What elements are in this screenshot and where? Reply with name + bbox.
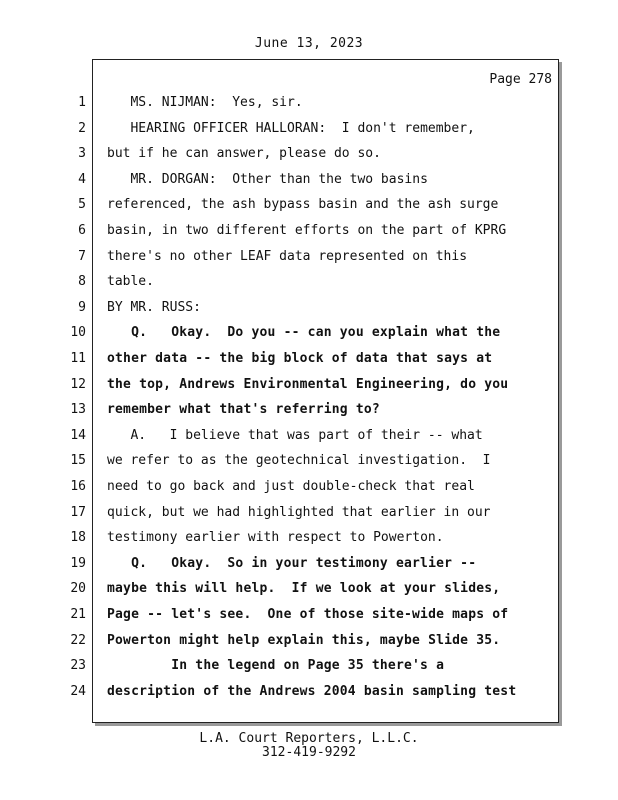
transcript-line bbox=[0, 653, 600, 678]
line-number: 8 bbox=[78, 274, 86, 290]
line-text: there's no other LEAF data represented on this bbox=[107, 248, 468, 264]
line-text: description of the Andrews 2004 basin sampling test bbox=[107, 683, 517, 699]
line-text: MS. NIJMAN: Yes, sir. bbox=[107, 95, 303, 110]
line-number: 13 bbox=[70, 402, 86, 418]
line-number: 10 bbox=[70, 325, 86, 341]
line-text: basin, in two different efforts on the part of KPRG bbox=[107, 223, 507, 238]
line-text: table. bbox=[107, 274, 154, 290]
transcript-line bbox=[0, 551, 600, 576]
line-text: In the legend on Page 35 there's a bbox=[107, 658, 445, 674]
transcript-line bbox=[0, 218, 600, 243]
line-number: 20 bbox=[70, 581, 86, 597]
transcript-line bbox=[0, 141, 600, 166]
line-text: BY MR. RUSS: bbox=[107, 299, 201, 315]
line-text: HEARING OFFICER HALLORAN: I don't remember, bbox=[107, 120, 475, 136]
transcript-line bbox=[0, 346, 600, 371]
transcript-date: June 13, 2023 bbox=[254, 36, 364, 51]
line-number: 4 bbox=[78, 171, 86, 187]
transcript-line bbox=[0, 397, 600, 422]
line-text: Q. Okay. So in your testimony earlier -- bbox=[107, 555, 477, 571]
line-text: MR. DORGAN: Other than the two basins bbox=[107, 171, 428, 187]
line-text: testimony earlier with respect to Powerton. bbox=[107, 530, 444, 546]
line-text: other data -- the big block of data that says at bbox=[107, 351, 493, 366]
line-number: 24 bbox=[70, 683, 86, 699]
line-number: 9 bbox=[78, 299, 86, 315]
line-text: but if he can answer, please do so. bbox=[107, 146, 381, 162]
line-text: need to go back and just double-check that real bbox=[107, 479, 475, 494]
transcript-line bbox=[0, 500, 600, 525]
line-text: we refer to as the geotechnical investigation. I bbox=[107, 453, 491, 469]
transcript-line bbox=[0, 423, 600, 448]
reporter-company: L.A. Court Reporters, L.L.C. bbox=[199, 731, 419, 746]
line-text: quick, but we had highlighted that earlier in our bbox=[107, 504, 491, 520]
transcript-line bbox=[0, 295, 600, 320]
transcript-line bbox=[0, 602, 600, 627]
line-text: Q. Okay. Do you -- can you explain what the bbox=[107, 325, 501, 341]
transcript-line bbox=[0, 679, 600, 704]
line-number: 22 bbox=[70, 632, 86, 648]
transcript-line bbox=[0, 269, 600, 294]
line-number: 7 bbox=[78, 248, 86, 264]
transcript-line bbox=[0, 167, 600, 192]
line-text: remember what that's referring to? bbox=[107, 402, 380, 418]
line-number: 5 bbox=[78, 197, 86, 213]
line-text: A. I believe that was part of their -- what bbox=[107, 427, 483, 443]
footer bbox=[0, 732, 618, 760]
transcript-line bbox=[0, 116, 600, 141]
line-text: maybe this will help. If we look at your slides, bbox=[107, 581, 501, 597]
transcript-line bbox=[0, 244, 600, 269]
line-number: 3 bbox=[78, 146, 86, 162]
transcript-line bbox=[0, 192, 600, 217]
line-text: Powerton might help explain this, maybe Slide 35. bbox=[107, 632, 501, 648]
transcript-line bbox=[0, 525, 600, 550]
line-number: 2 bbox=[78, 120, 86, 136]
line-number: 17 bbox=[70, 504, 86, 520]
line-number: 12 bbox=[70, 376, 86, 392]
page-number: Page 278 bbox=[489, 72, 552, 87]
line-text: referenced, the ash bypass basin and the ash surge bbox=[107, 197, 499, 213]
transcript-line bbox=[0, 474, 600, 499]
line-number: 6 bbox=[78, 223, 86, 238]
line-number: 15 bbox=[70, 453, 86, 469]
line-number: 18 bbox=[70, 530, 86, 546]
line-number: 11 bbox=[70, 351, 86, 366]
transcript-line bbox=[0, 372, 600, 397]
transcript-line bbox=[0, 448, 600, 473]
line-number: 21 bbox=[70, 607, 86, 622]
line-number: 1 bbox=[78, 95, 86, 110]
transcript-line bbox=[0, 576, 600, 601]
line-number: 23 bbox=[70, 658, 86, 674]
transcript-line bbox=[0, 628, 600, 653]
line-number: 14 bbox=[70, 427, 86, 443]
line-text: Page -- let's see. One of those site-wide maps of bbox=[107, 607, 509, 622]
transcript-line bbox=[0, 90, 600, 115]
line-text: the top, Andrews Environmental Engineering, do you bbox=[107, 376, 509, 392]
line-number: 19 bbox=[70, 555, 86, 571]
transcript-line bbox=[0, 320, 600, 345]
reporter-phone: 312-419-9292 bbox=[262, 745, 356, 760]
line-number: 16 bbox=[70, 479, 86, 494]
